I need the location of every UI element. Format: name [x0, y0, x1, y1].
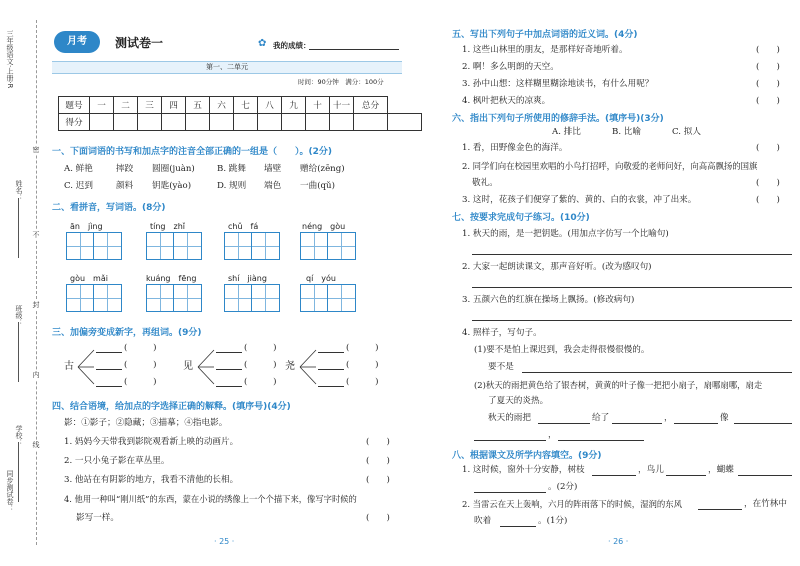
pinyin-text: néng gòu	[302, 222, 346, 231]
table-cell: 得分	[59, 114, 90, 131]
grade-field[interactable]	[309, 49, 399, 50]
cut-mark: 线	[32, 441, 40, 449]
page-number: · 26 ·	[608, 537, 629, 546]
score-cell[interactable]	[388, 114, 422, 131]
option-c-word2: 颜料	[116, 181, 134, 191]
fill-text: 吹着	[474, 516, 492, 526]
school-line	[18, 442, 20, 502]
name-label: 姓名：	[15, 180, 23, 201]
answer-line[interactable]	[522, 372, 792, 373]
answer-blank[interactable]	[318, 352, 344, 353]
question-item: 3. 孙中山想：这样糊里糊涂地读书，有什么用呢？	[462, 79, 654, 89]
cut-mark: 内	[32, 371, 40, 379]
paren-blank[interactable]: ( )	[346, 343, 379, 353]
option-c-word3: 钥匙(yào)	[152, 181, 192, 191]
fill-text: ，	[664, 413, 673, 423]
question-item: 1. 这些山林里的朋友，是那样好奇地听着。	[462, 45, 628, 55]
fill-text: ，	[548, 430, 557, 440]
score-cell[interactable]	[210, 114, 234, 131]
score-cell[interactable]	[306, 114, 330, 131]
section-6-title: 六、指出下列句子所使用的修辞手法。(填序号)(3分)	[452, 114, 664, 124]
answer-blank[interactable]	[592, 475, 636, 476]
cut-line	[36, 20, 37, 545]
cut-mark: 不	[32, 231, 40, 239]
writing-box[interactable]	[174, 284, 202, 312]
option-b-word2: 墙壁	[264, 164, 282, 174]
table-cell: 十一	[330, 97, 354, 114]
answer-paren[interactable]: ( )	[756, 143, 780, 153]
paren-blank[interactable]: ( )	[346, 360, 379, 370]
base-char: 尧	[285, 361, 295, 372]
score-table	[58, 96, 422, 131]
score-cell[interactable]	[330, 114, 354, 131]
flower-icon: ✿	[258, 38, 267, 49]
base-char: 见	[183, 361, 193, 372]
section-3-title: 三、加偏旁变成新字，再组词。(9分)	[52, 328, 202, 338]
pinyin-text: gòu mǎi	[70, 274, 108, 283]
answer-blank[interactable]	[500, 526, 536, 527]
binding-strip	[0, 0, 45, 566]
option: C. 拟人	[672, 127, 701, 137]
pinyin-text: qí yóu	[306, 274, 336, 283]
cut-mark: 封	[32, 301, 40, 309]
answer-blank[interactable]	[216, 369, 242, 370]
class-line	[18, 322, 20, 382]
table-cell: 二	[114, 97, 138, 114]
paren-blank[interactable]: ( )	[346, 377, 379, 387]
answer-paren[interactable]: ( )	[366, 513, 390, 523]
monthly-exam-badge: 月考	[54, 31, 100, 53]
fill-text: 给了	[592, 413, 610, 423]
writing-box[interactable]	[66, 232, 94, 260]
table-row	[59, 97, 422, 114]
question-item: 1. 这时候，窗外十分安静，树枝	[462, 465, 585, 475]
question-item-cont: 敬礼。	[472, 178, 498, 188]
sub-item-prefix: 要不是	[488, 362, 514, 372]
sub-item: (1)要不是怕上课迟到，我会走得很慢很慢的。	[474, 345, 650, 355]
option-c-word1: C. 迟到	[64, 181, 93, 191]
answer-blank[interactable]	[318, 386, 344, 387]
section-8-title: 八、根据课文及所学内容填空。(9分)	[452, 451, 602, 461]
answer-paren[interactable]: ( )	[756, 195, 780, 205]
answer-blank[interactable]	[612, 423, 662, 424]
option-a-word3: 圆圈(juàn)	[152, 164, 195, 174]
fill-text: 。(2分)	[548, 482, 578, 492]
answer-blank[interactable]	[474, 492, 546, 493]
option-a-word1: A. 鲜艳	[64, 164, 93, 174]
answer-blank[interactable]	[216, 386, 242, 387]
fill-text: 。(1分)	[538, 516, 568, 526]
time-info: 时间：90分钟 满分：100分	[298, 78, 384, 86]
page-number: · 25 ·	[214, 537, 235, 546]
answer-blank[interactable]	[674, 423, 718, 424]
table-cell: 总分	[354, 97, 388, 114]
question-item: 1. 看，田野像金色的海洋。	[462, 143, 568, 153]
question-item: 2. 一只小兔子影在草丛里。	[64, 456, 170, 466]
score-cell[interactable]	[354, 114, 388, 131]
unit-bar: 第一、二单元	[52, 61, 402, 74]
grade-label: 我的成绩：	[273, 41, 311, 50]
question-item: 4. 他用一种叫“刚川纸”的东西，蒙在小说的绣像上一个个描下来，像写字时候的	[64, 494, 357, 504]
table-row	[59, 114, 422, 131]
score-cell[interactable]	[186, 114, 210, 131]
section-4-title: 四、结合语境，给加点的字选择正确的解释。(填序号)(4分)	[52, 402, 291, 412]
score-cell[interactable]	[234, 114, 258, 131]
answer-blank[interactable]	[318, 369, 344, 370]
writing-box[interactable]	[94, 284, 122, 312]
paren-blank[interactable]: ( )	[124, 360, 157, 370]
writing-box[interactable]	[224, 232, 252, 260]
section-1-title: 一、下面词语的书写和加点字的注音全部正确的一组是（ ）。(2分)	[52, 147, 332, 157]
answer-blank[interactable]	[698, 509, 742, 510]
answer-blank[interactable]	[474, 440, 546, 441]
section-2-title: 二、看拼音，写词语。(8分)	[52, 203, 166, 213]
writing-box[interactable]	[300, 232, 328, 260]
question-item: 3. 这时，花孩子们便穿了紫的、黄的、白的衣裳，冲了出来。	[462, 195, 697, 205]
pinyin-text: kuáng fēng	[146, 274, 197, 283]
page-title: 测试卷一	[115, 36, 164, 50]
answer-blank[interactable]	[538, 423, 590, 424]
answer-paren[interactable]: ( )	[756, 79, 780, 89]
school-label: 学校：	[15, 425, 23, 446]
paren-blank[interactable]: ( )	[124, 343, 157, 353]
answer-line[interactable]	[472, 320, 792, 321]
option: B. 比喻	[612, 127, 641, 137]
question-item-cont: 影写一样。	[76, 513, 119, 523]
answer-blank[interactable]	[96, 369, 122, 370]
table-cell: 题号	[59, 97, 90, 114]
answer-blank[interactable]	[738, 475, 792, 476]
writing-box[interactable]	[328, 232, 356, 260]
paren-blank[interactable]: ( )	[244, 360, 277, 370]
answer-blank[interactable]	[666, 475, 706, 476]
question-item: 2. 当雷云在天上轰响，六月的阵雨落下的时候，湿润的东风	[462, 499, 683, 509]
question-item: 3. 他站在有阴影的地方，我看不清他的长相。	[64, 475, 239, 485]
name-line	[18, 198, 20, 258]
table-cell: 七	[234, 97, 258, 114]
writing-box[interactable]	[300, 284, 328, 312]
question-item: 1. 妈妈今天带我到影院观看新上映的动画片。	[64, 437, 239, 447]
series-name: 同步测试卷：	[6, 470, 14, 512]
writing-box[interactable]	[146, 284, 174, 312]
fill-text: 像	[720, 413, 729, 423]
table-cell: 六	[210, 97, 234, 114]
sub-item-cont: 了夏天的炎热。	[488, 396, 549, 406]
question-item: 1. 秋天的雨，是一把钥匙。(用加点字仿写一个比喻句)	[462, 229, 669, 239]
series-label: 三年级语文·上册·R	[6, 30, 14, 89]
table-cell: 九	[282, 97, 306, 114]
option: A. 排比	[552, 127, 581, 137]
writing-box[interactable]	[66, 284, 94, 312]
pinyin-text: ān jìng	[70, 222, 103, 231]
option-d-word2: 端色	[264, 181, 282, 191]
table-cell: 八	[258, 97, 282, 114]
table-cell: 三	[138, 97, 162, 114]
base-char: 古	[64, 361, 74, 372]
pinyin-text: shí jiàng	[228, 274, 267, 283]
answer-paren[interactable]: ( )	[756, 96, 780, 106]
answer-paren[interactable]: ( )	[366, 437, 390, 447]
writing-box[interactable]	[174, 232, 202, 260]
score-cell[interactable]	[258, 114, 282, 131]
fill-text: ，鸟儿	[638, 465, 664, 475]
score-cell[interactable]	[138, 114, 162, 131]
cut-mark: 密	[32, 146, 40, 154]
writing-box[interactable]	[94, 232, 122, 260]
option-d-word1: D. 规则	[217, 181, 247, 191]
class-label: 班级：	[15, 305, 23, 326]
writing-box[interactable]	[252, 232, 280, 260]
fill-text: ，蝴蝶	[708, 465, 734, 475]
answer-paren[interactable]: ( )	[756, 178, 780, 188]
table-cell: 一	[90, 97, 114, 114]
answer-blank[interactable]	[96, 386, 122, 387]
answer-paren[interactable]: ( )	[756, 45, 780, 55]
question-item: 2. 啊！多么明朗的天空。	[462, 62, 559, 72]
question-item: 4. 枫叶把秋天的凉爽。	[462, 96, 551, 106]
table-cell: 五	[186, 97, 210, 114]
paren-blank[interactable]: ( )	[124, 377, 157, 387]
fill-text: ，在竹林中	[744, 499, 787, 509]
score-cell[interactable]	[282, 114, 306, 131]
sub-item: (2)秋天的雨把黄色给了银杏树，黄黄的叶子像一把把小扇子，扇哪扇哪，扇走	[474, 380, 763, 390]
paren-blank[interactable]: ( )	[244, 377, 277, 387]
answer-paren[interactable]: ( )	[366, 475, 390, 485]
option-d-word3: 一曲(qǔ)	[300, 181, 335, 191]
pinyin-text: chǔ fá	[228, 222, 259, 231]
answer-blank[interactable]	[216, 352, 242, 353]
fill-prefix: 秋天的雨把	[488, 413, 531, 423]
question-item: 4. 照样子，写句子。	[462, 328, 542, 338]
question-item: 2. 大家一起朗读课文，那声音好听。(改为感叹句)	[462, 262, 652, 272]
question-item: 3. 五颜六色的红旗在操场上飘扬。(修改病句)	[462, 295, 635, 305]
writing-box[interactable]	[224, 284, 252, 312]
writing-box[interactable]	[252, 284, 280, 312]
answer-line[interactable]	[472, 287, 792, 288]
pinyin-text: tíng zhǐ	[150, 222, 185, 231]
option-b-word1: B. 跳舞	[217, 164, 246, 174]
question-item: 2. 同学们向在校园里欢唱的小鸟打招呼，向敬爱的老师问好，向高高飘扬的国旗	[462, 161, 758, 171]
answer-paren[interactable]: ( )	[756, 62, 780, 72]
option-a-word2: 摔跤	[116, 164, 134, 174]
score-cell[interactable]	[90, 114, 114, 131]
table-cell: 四	[162, 97, 186, 114]
writing-box[interactable]	[146, 232, 174, 260]
section-7-title: 七、按要求完成句子练习。(10分)	[452, 213, 590, 223]
score-cell[interactable]	[114, 114, 138, 131]
answer-line[interactable]	[472, 254, 792, 255]
section-5-title: 五、写出下列句子中加点词语的近义词。(4分)	[452, 30, 638, 40]
paren-blank[interactable]: ( )	[244, 343, 277, 353]
answer-blank[interactable]	[558, 440, 644, 441]
answer-blank[interactable]	[734, 423, 792, 424]
score-cell[interactable]	[162, 114, 186, 131]
answer-paren[interactable]: ( )	[366, 456, 390, 466]
table-cell: 十	[306, 97, 330, 114]
answer-blank[interactable]	[96, 352, 122, 353]
definitions: 影：①影子；②隐藏；③描摹；④指电影。	[64, 418, 228, 428]
option-b-word3: 赠给(zēng)	[300, 164, 345, 174]
writing-box[interactable]	[328, 284, 356, 312]
